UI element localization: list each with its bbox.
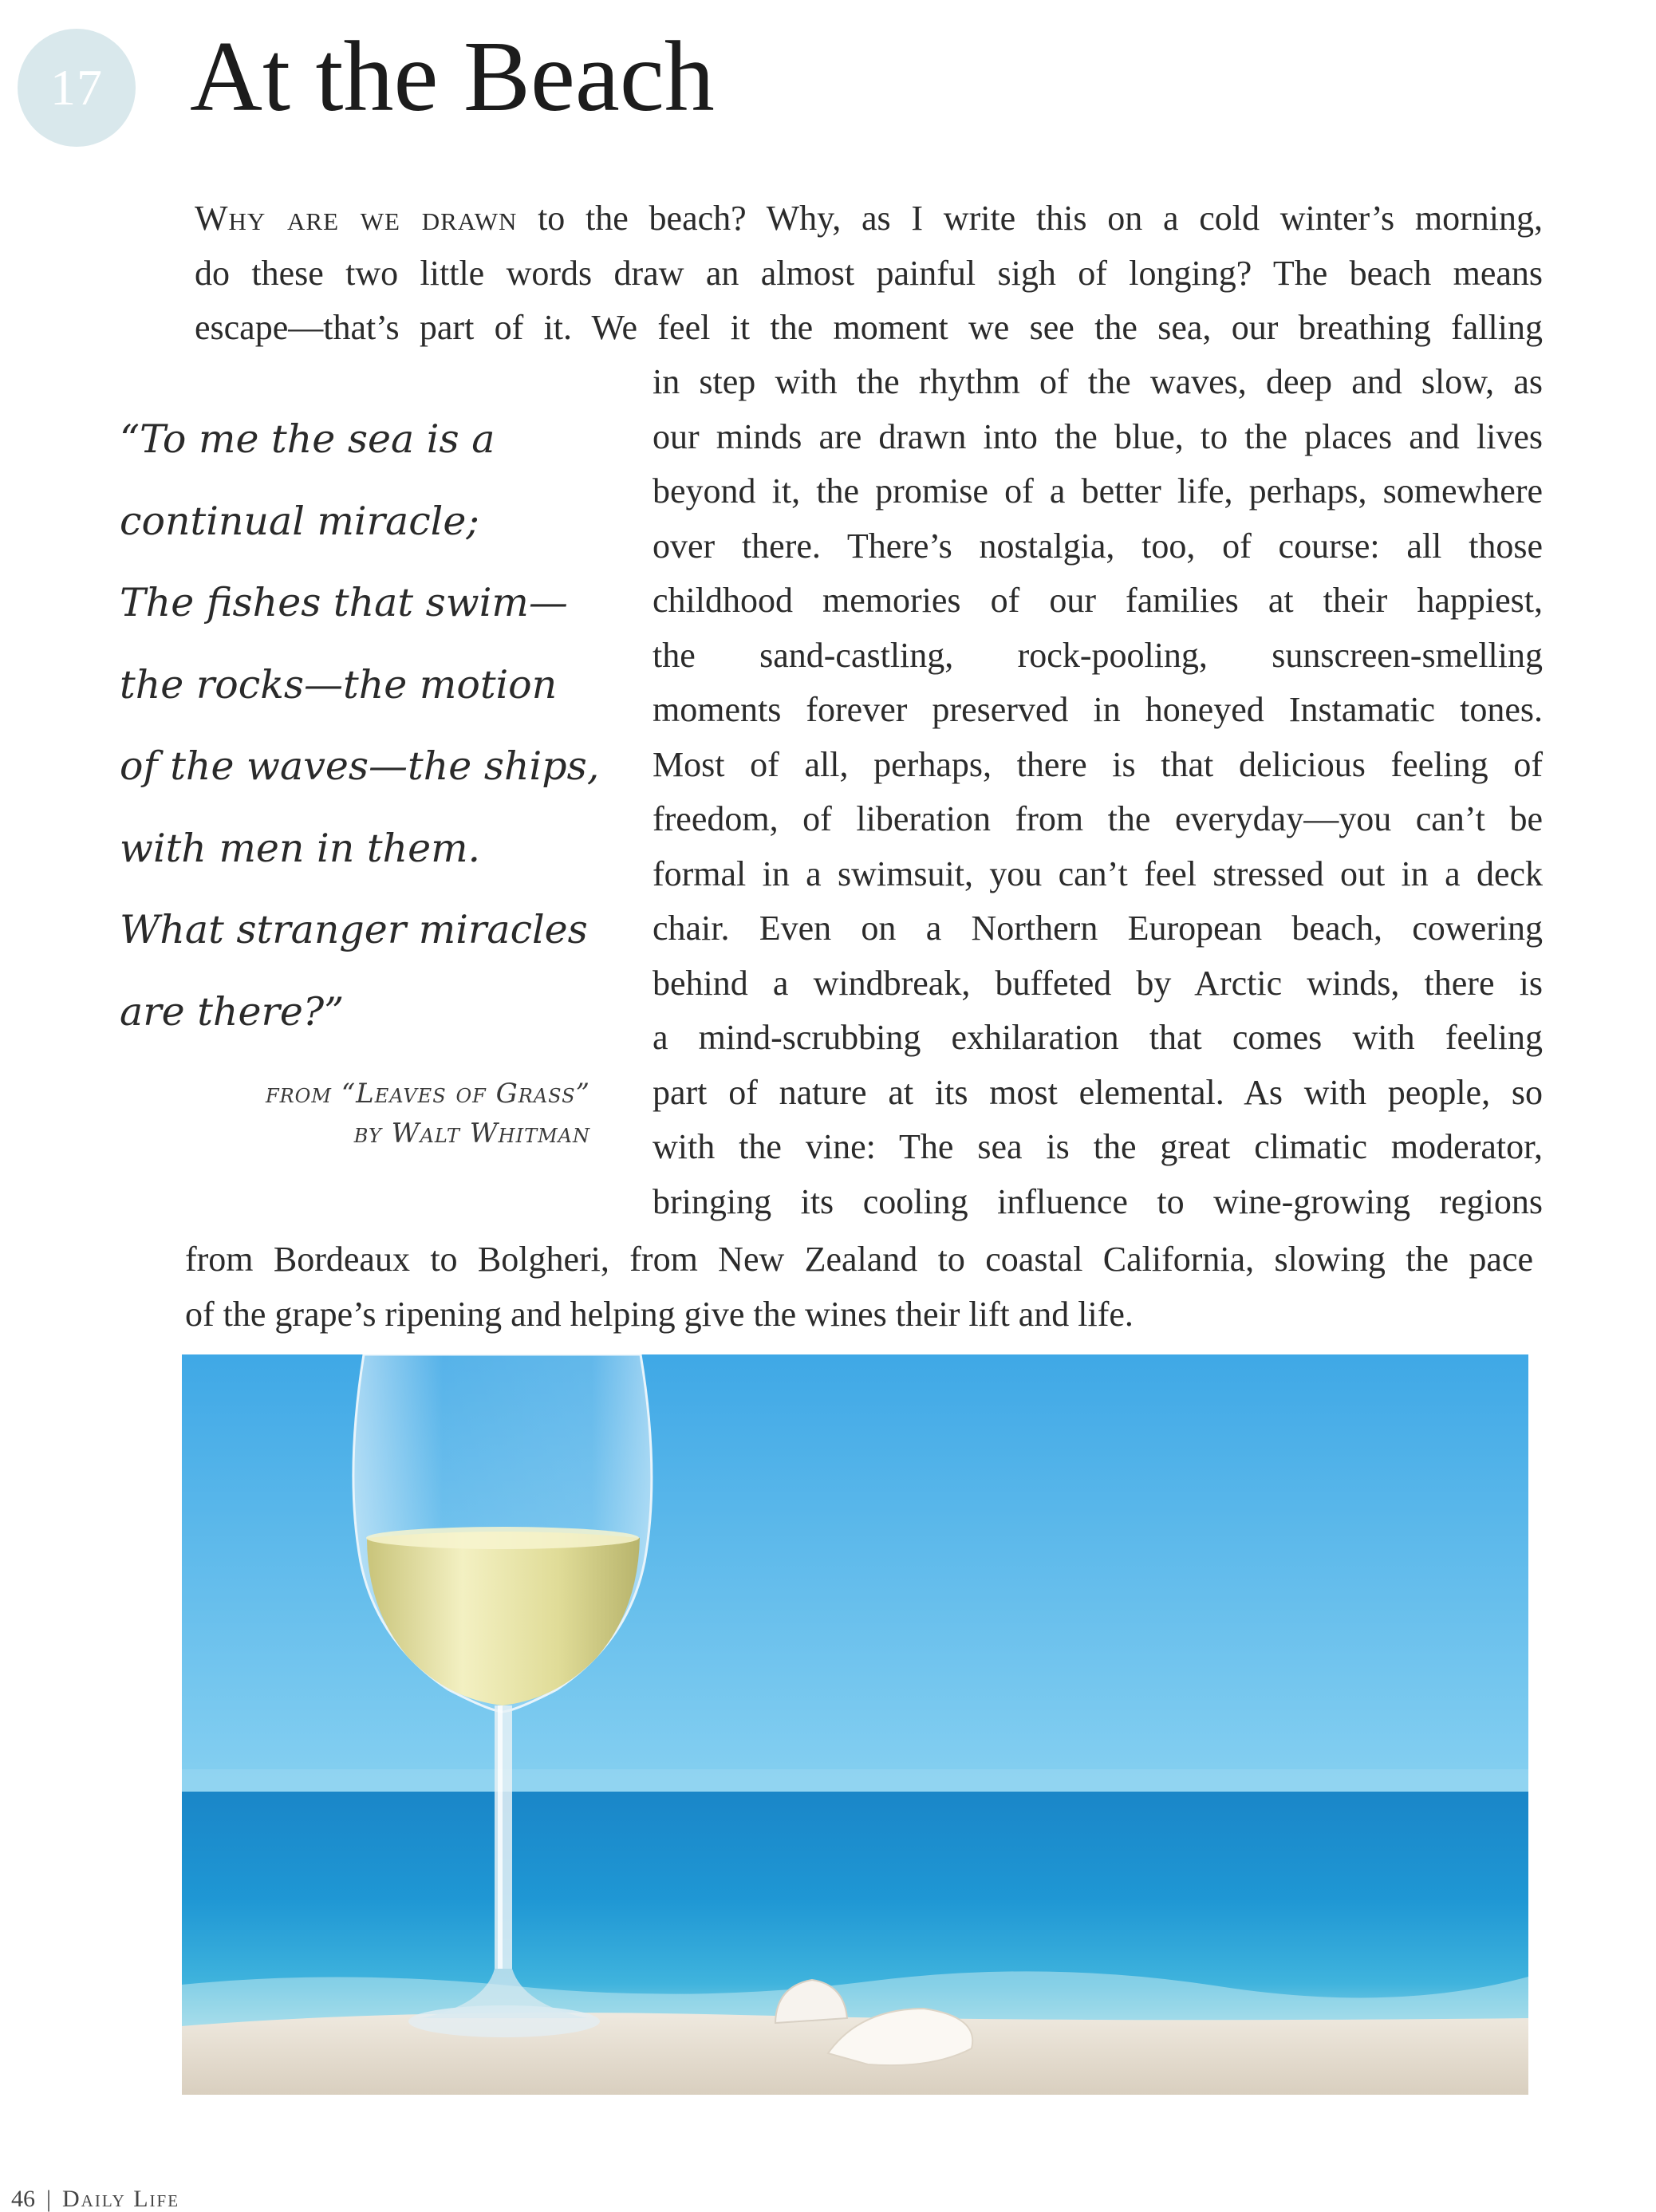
footer-separator: | [46, 2186, 52, 2212]
article-line: escape—that’s part of it. We feel it the moment we see the sea, our breathing falling [195, 308, 1543, 347]
article-line-text: to the beach? Why, as I write this on a cold winter’s morning, [517, 199, 1543, 238]
article-line: our minds are drawn into the blue, to the places and lives [653, 416, 1543, 456]
article-conclusion [185, 1232, 1533, 1342]
section-name: Daily Life [62, 2186, 180, 2212]
article-line: Most of all, perhaps, there is that delicious feeling of [653, 744, 1543, 784]
wine-glass-stem [495, 1705, 512, 1969]
article-line: bringing its cooling influence to wine-growing regions [653, 1181, 1543, 1221]
page-number: 46 [11, 2186, 35, 2212]
article-line: part of nature at its most elemental. As with people, so [653, 1072, 1543, 1112]
horizon-haze [182, 1769, 1528, 1793]
chapter-number: 17 [50, 59, 103, 116]
article-line: the sand-castling, rock-pooling, sunscreen-smelling [653, 635, 1543, 675]
quote-line: are there?” [120, 988, 345, 1035]
page-title: At the Beach [190, 22, 715, 132]
article-line: beyond it, the promise of a better life, perhaps, somewhere [653, 471, 1543, 511]
article-line: childhood memories of our families at their happiest, [653, 581, 1543, 620]
attribution-author: by Walt Whitman [353, 1118, 590, 1149]
article-line: of the grape’s ripening and helping give the wines their lift and life. [185, 1294, 1134, 1334]
pull-quote [120, 399, 598, 1053]
lead-in: Why are we drawn [195, 199, 518, 238]
chapter-number-badge [18, 29, 136, 147]
article-line: with the vine: The sea is the great climatic moderator, [653, 1127, 1543, 1166]
quote-line: with men in them. [120, 825, 481, 871]
beach-wine-illustration [182, 1354, 1528, 2095]
article-line: in step with the rhythm of the waves, deep and slow, as [653, 362, 1543, 401]
article-line: behind a windbreak, buffeted by Arctic winds, there is [653, 963, 1543, 1003]
article-column [653, 355, 1543, 1229]
beach-wine-photo [182, 1354, 1528, 2095]
article-line: over there. There’s nostalgia, too, of course: all those [653, 526, 1543, 566]
quote-line: What stranger miracles [120, 907, 588, 952]
quote-line: “To me the sea is a [120, 416, 495, 462]
article-line [195, 191, 1543, 246]
page-footer [11, 2187, 179, 2211]
article-line: a mind-scrubbing exhilaration that comes with feeling [653, 1018, 1543, 1057]
article-line: do these two little words draw an almost painful sigh of longing? The beach means [195, 253, 1543, 293]
quote-line: the rocks—the motion [120, 661, 558, 708]
article-line: moments forever preserved in honeyed Instamatic tones. [653, 690, 1543, 729]
stem-highlight [498, 1705, 503, 1969]
wine-surface [366, 1527, 639, 1549]
attribution-source: from “Leaves of Grass” [265, 1078, 590, 1110]
quote-attribution [180, 1074, 590, 1153]
article-line: formal in a swimsuit, you can’t feel stressed out in a deck [653, 854, 1543, 893]
quote-line: continual miracle; [120, 498, 479, 544]
quote-line: of the waves—the ships, [120, 743, 600, 789]
article-intro [195, 191, 1543, 356]
article-line: freedom, of liberation from the everyday—you can’t be [653, 799, 1543, 838]
article-line: chair. Even on a Northern European beach, cowering [653, 909, 1543, 948]
article-line: from Bordeaux to Bolgheri, from New Zealand to coastal California, slowing the pace [185, 1240, 1533, 1279]
quote-line: The fishes that swim— [120, 580, 568, 625]
